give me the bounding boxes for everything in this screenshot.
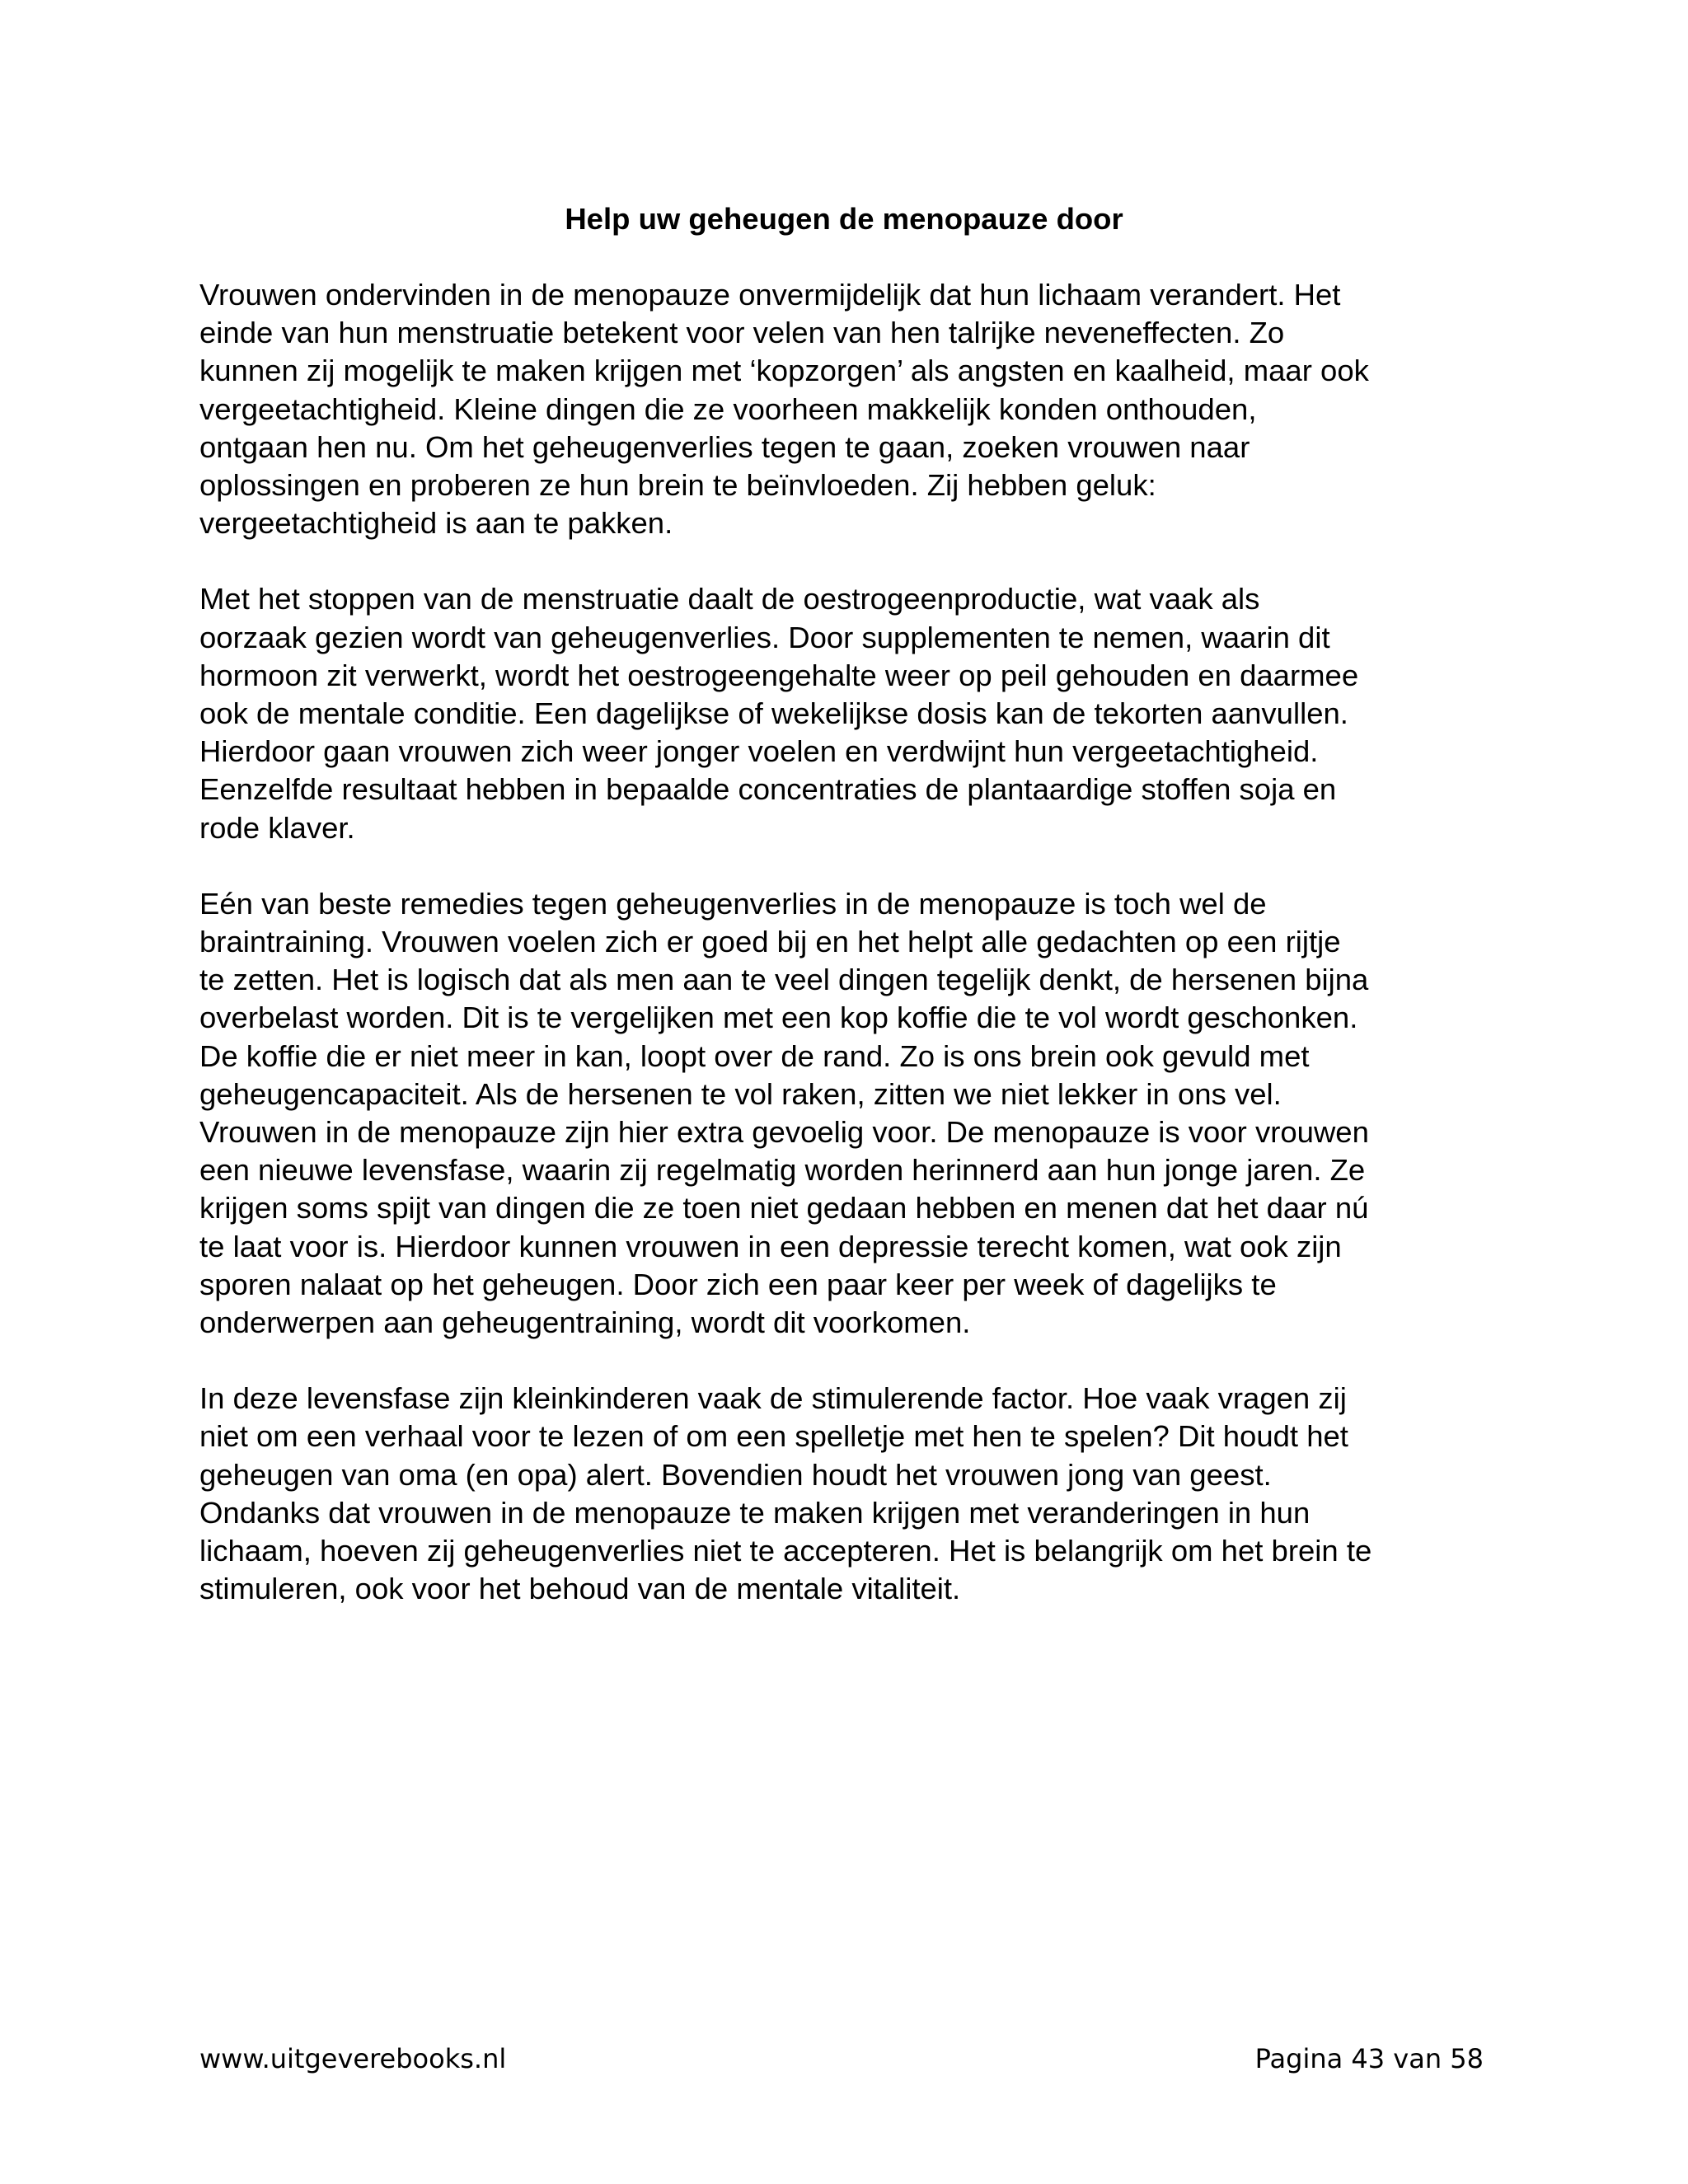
text-line: In deze levensfase zijn kleinkinderen vaak de stimulerende factor. Hoe vaak vragen zij [199,1381,1347,1416]
text-line: vergeetachtigheid. Kleine dingen die ze voorheen makkelijk konden onthouden, [199,391,1257,426]
paragraph-2 [199,580,1551,846]
text-line: oplossingen en proberen ze hun brein te beïnvloeden. Zij hebben geluk: [199,468,1156,503]
text-line: Vrouwen ondervinden in de menopauze onvermijdelijk dat hun lichaam verandert. Het [199,278,1341,312]
text-line: te zetten. Het is logisch dat als men aan te veel dingen tegelijk denkt, de hersenen bijna [199,963,1369,997]
text-line: hormoon zit verwerkt, wordt het oestrogeengehalte weer op peil gehouden en daarmee [199,658,1359,692]
paragraph-1 [199,276,1551,542]
text-line: Eén van beste remedies tegen geheugenverlies in de menopauze is toch wel de [199,886,1267,921]
text-line: niet om een verhaal voor te lezen of om een spelletje met hen te spelen? Dit houdt het [199,1419,1348,1454]
text-line: krijgen soms spijt van dingen die ze toen niet gedaan hebben en menen dat het daar nú [199,1191,1369,1226]
text-line: Met het stoppen van de menstruatie daalt de oestrogeenproductie, wat vaak als [199,582,1260,616]
paragraph-4 [199,1380,1551,1608]
text-line: Hierdoor gaan vrouwen zich weer jonger voelen en verdwijnt hun vergeetachtigheid. [199,734,1319,769]
paragraph-3 [199,885,1551,1342]
text-line: De koffie die er niet meer in kan, loopt over de rand. Zo is ons brein ook gevuld met [199,1038,1310,1073]
footer-website: www.uitgeverebooks.nl [199,2043,507,2074]
text-line: sporen nalaat op het geheugen. Door zich een paar keer per week of dagelijks te [199,1267,1277,1301]
text-line: einde van hun menstruatie betekent voor velen van hen talrijke neveneffecten. Zo [199,316,1285,350]
text-line: Eenzelfde resultaat hebben in bepaalde concentraties de plantaardige stoffen soja en [199,772,1337,807]
text-line: overbelast worden. Dit is te vergelijken met een kop koffie die te vol wordt geschonken. [199,1001,1358,1035]
text-line: ontgaan hen nu. Om het geheugenverlies tegen te gaan, zoeken vrouwen naar [199,429,1250,464]
text-line: te laat voor is. Hierdoor kunnen vrouwen in een depressie terecht komen, wat ook zijn [199,1229,1342,1263]
text-line: kunnen zij mogelijk te maken krijgen met ‘kopzorgen’ als angsten en kaalheid, maar ook [199,354,1369,388]
article-body [199,276,1551,1647]
text-line: onderwerpen aan geheugentraining, wordt dit voorkomen. [199,1305,971,1340]
text-line: lichaam, hoeven zij geheugenverlies niet te accepteren. Het is belangrijk om het brein te [199,1534,1372,1568]
text-line: Ondanks dat vrouwen in de menopauze te maken krijgen met veranderingen in hun [199,1495,1311,1530]
text-line: braintraining. Vrouwen voelen zich er goed bij en het helpt alle gedachten op een rijtje [199,925,1341,959]
text-line: rode klaver. [199,810,355,845]
footer-page-number: Pagina 43 van 58 [1254,2043,1484,2074]
text-line: stimuleren, ook voor het behoud van de mentale vitaliteit. [199,1572,961,1606]
text-line: Vrouwen in de menopauze zijn hier extra gevoelig voor. De menopauze is voor vrouwen [199,1115,1369,1150]
text-line: geheugencapaciteit. Als de hersenen te vol raken, zitten we niet lekker in ons vel. [199,1076,1282,1111]
text-line: een nieuwe levensfase, waarin zij regelmatig worden herinnerd aan hun jonge jaren. Ze [199,1153,1366,1188]
text-line: vergeetachtigheid is aan te pakken. [199,506,673,541]
text-line: ook de mentale conditie. Een dagelijkse of wekelijkse dosis kan de tekorten aanvullen. [199,696,1348,731]
page-title: Help uw geheugen de menopauze door [565,202,1123,236]
text-line: oorzaak gezien wordt van geheugenverlies. Door supplementen te nemen, waarin dit [199,620,1330,654]
text-line: geheugen van oma (en opa) alert. Bovendien houdt het vrouwen jong van geest. [199,1457,1272,1492]
